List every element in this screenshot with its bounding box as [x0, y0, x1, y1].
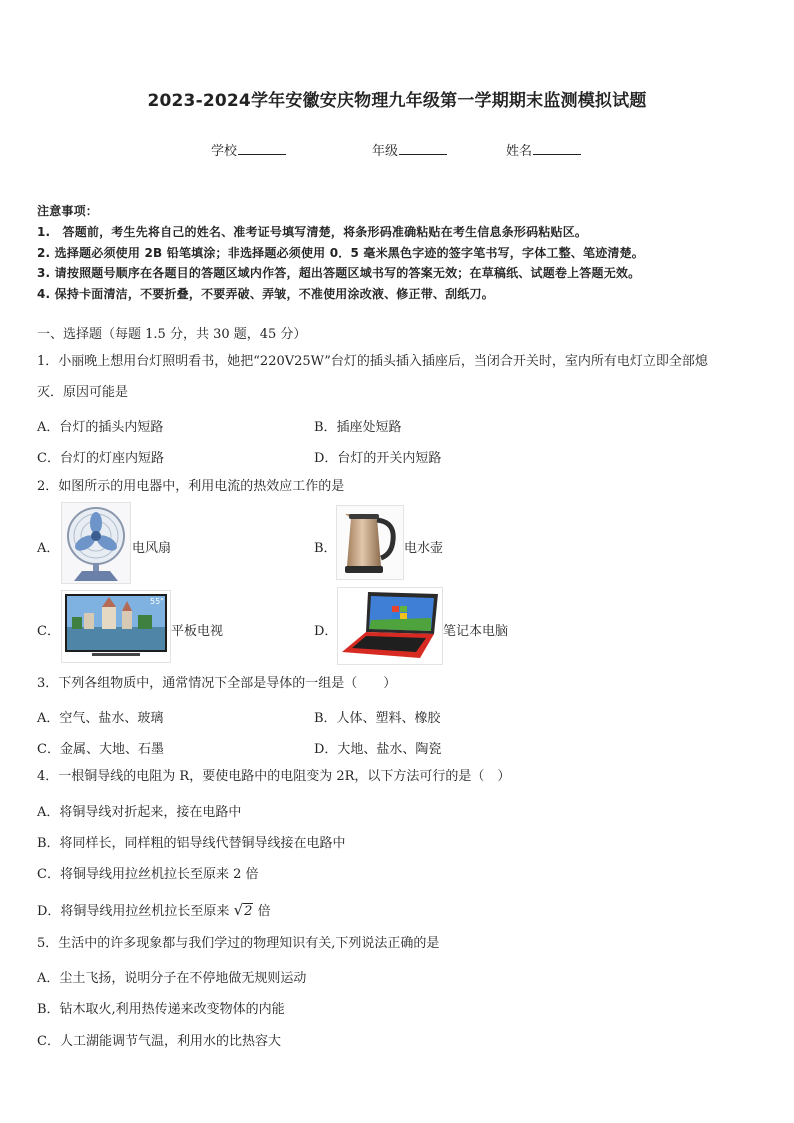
q4-option-d-pre: D．将铜导线用拉丝机拉长至原来	[37, 904, 230, 919]
school-blank[interactable]	[238, 142, 286, 155]
q1-option-d[interactable]: D．台灯的开关内短路	[314, 451, 442, 466]
q5-stem: 5．生活中的许多现象都与我们学过的物理知识有关,下列说法正确的是	[37, 936, 440, 951]
grade-blank[interactable]	[399, 142, 447, 155]
q1-option-c[interactable]: C．台灯的灯座内短路	[37, 451, 164, 466]
notice-item-4: 4. 保持卡面清洁，不要折叠，不要弄破、弄皱，不准使用涂改液、修正带、刮纸刀。	[37, 287, 494, 301]
notice-item-3: 3. 请按照题号顺序在各题目的答题区域内作答，超出答题区域书写的答案无效；在草稿纸、试题卷上答题无效。	[37, 266, 641, 280]
q4-option-a[interactable]: A．将铜导线对折起来，接在电路中	[37, 805, 242, 820]
exam-title: 2023-2024学年安徽安庆物理九年级第一学期期末监测模拟试题	[147, 91, 647, 111]
notice-heading: 注意事项：	[37, 204, 99, 218]
q2-stem: 2．如图所示的用电器中，利用电流的热效应工作的是	[37, 479, 345, 494]
grade-label: 年级	[372, 144, 399, 159]
laptop-image	[337, 587, 443, 665]
q3-option-c[interactable]: C．金属、大地、石墨	[37, 742, 164, 757]
q5-option-a[interactable]: A．尘土飞扬，说明分子在不停地做无规则运动	[37, 971, 307, 986]
q3-option-b[interactable]: B．人体、塑料、橡胶	[314, 711, 441, 726]
q1-stem-line1: 1．小丽晚上想用台灯照明看书，她把“220V25W”台灯的插头插入插座后，当闭合开关时，室内所有电灯立即全部熄	[37, 354, 708, 369]
name-blank[interactable]	[533, 142, 581, 155]
q1-stem-line2: 灭．原因可能是	[37, 385, 129, 400]
q4-option-d[interactable]	[37, 900, 271, 919]
q2-option-d-text[interactable]: 笔记本电脑	[443, 624, 509, 639]
q4-stem: 4．一根铜导线的电阻为 R，要使电路中的电阻变为 2R，以下方法可行的是（ ）	[37, 769, 511, 784]
q2-option-c-text[interactable]: 平板电视	[171, 624, 224, 639]
q4-option-d-post: 倍	[257, 904, 271, 919]
name-field[interactable]	[506, 140, 581, 159]
tv-size-badge: 55"	[150, 597, 164, 606]
q4-option-d-radicand: 2	[244, 904, 253, 919]
q3-stem: 3．下列各组物质中，通常情况下全部是导体的一组是（ ）	[37, 676, 397, 691]
q3-option-d[interactable]: D．大地、盐水、陶瓷	[314, 742, 442, 757]
q2-option-c-letter[interactable]: C．	[37, 624, 60, 639]
q5-option-c[interactable]: C．人工湖能调节气温，利用水的比热容大	[37, 1034, 281, 1049]
q4-option-c[interactable]: C．将铜导线用拉丝机拉长至原来 2 倍	[37, 867, 259, 882]
q3-option-a[interactable]: A．空气、盐水、玻璃	[37, 711, 164, 726]
name-label: 姓名	[506, 144, 533, 159]
flat-tv-image	[61, 590, 171, 663]
electric-fan-icon	[62, 503, 130, 583]
q5-option-b[interactable]: B．钻木取火,利用热传递来改变物体的内能	[37, 1002, 285, 1017]
q2-option-a-letter[interactable]: A．	[37, 541, 60, 556]
q4-option-b[interactable]: B．将同样长，同样粗的铝导线代替铜导线接在电路中	[37, 836, 346, 851]
grade-field[interactable]	[372, 140, 447, 159]
q2-option-b-text[interactable]: 电水壶	[404, 541, 444, 556]
electric-fan-image	[61, 502, 131, 584]
q2-option-b-letter[interactable]: B．	[314, 541, 337, 556]
q2-option-d-letter[interactable]: D．	[314, 624, 338, 639]
tv-icon	[62, 591, 170, 662]
q1-option-a[interactable]: A．台灯的插头内短路	[37, 420, 164, 435]
school-label: 学校	[211, 144, 238, 159]
notice-item-2: 2. 选择题必须使用 2B 铅笔填涂；非选择题必须使用 0．5 毫米黑色字迹的签字笔书写，字体工整、笔迹清楚。	[37, 246, 644, 260]
school-field[interactable]	[211, 140, 286, 159]
electric-kettle-image	[336, 505, 404, 580]
q1-option-b[interactable]: B．插座处短路	[314, 420, 402, 435]
q2-option-a-text[interactable]: 电风扇	[132, 541, 172, 556]
sqrt-symbol-icon: √	[233, 901, 244, 919]
laptop-icon	[338, 588, 442, 664]
section-heading: 一、选择题（每题 1.5 分，共 30 题，45 分）	[37, 327, 307, 342]
electric-kettle-icon	[337, 506, 403, 579]
notice-item-1: 1. 答题前，考生先将自己的姓名、准考证号填写清楚，将条形码准确粘贴在考生信息条形码粘贴区。	[37, 225, 588, 239]
